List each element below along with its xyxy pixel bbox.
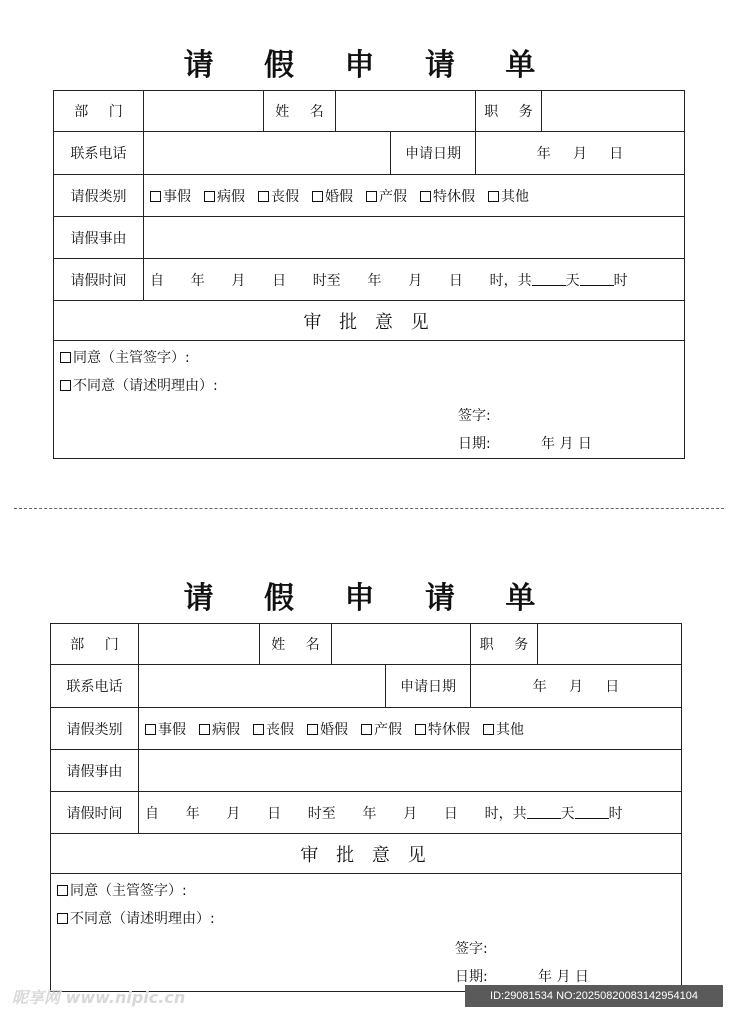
leave-type-option-sangjia[interactable]: 丧假 [253, 719, 294, 739]
period-label: 请假时间 [54, 259, 144, 300]
checkbox-icon[interactable] [204, 191, 215, 202]
date-value[interactable]: 年 月 日 [538, 969, 589, 985]
leave-form-table [50, 623, 682, 992]
checkbox-icon[interactable] [150, 191, 161, 202]
row-phone [51, 665, 681, 708]
period-field[interactable] [145, 792, 681, 833]
leave-type-option-sangjia[interactable]: 丧假 [258, 186, 299, 206]
leave-type-option-shijia[interactable]: 事假 [150, 186, 191, 206]
apply-date-field[interactable]: 年 月 日 [536, 146, 624, 162]
leave-form-table [53, 90, 685, 459]
cut-line [14, 508, 724, 509]
days-blank[interactable] [532, 273, 566, 286]
period-hour-unit: 时 [608, 805, 623, 822]
checkbox-icon[interactable] [366, 191, 377, 202]
disagree-option[interactable]: 不同意（请述明理由）: [57, 908, 215, 928]
name-field[interactable] [332, 624, 471, 664]
row-period [51, 792, 681, 834]
department-field[interactable] [144, 91, 264, 131]
leave-type-option-qita[interactable]: 其他 [488, 186, 529, 206]
row-department [51, 624, 681, 665]
leave-type-option-hunjia[interactable]: 婚假 [312, 186, 353, 206]
leave-type-option-qita[interactable]: 其他 [483, 719, 524, 739]
leave-type-option-chanjia[interactable]: 产假 [361, 719, 402, 739]
position-field[interactable] [538, 624, 681, 664]
leave-type-label: 请假类别 [54, 175, 144, 216]
row-phone [54, 132, 684, 175]
name-field[interactable] [336, 91, 476, 131]
phone-label: 联系电话 [54, 132, 144, 174]
period-text: 自 年 月 日 时至 年 月 日 时，共 [145, 805, 527, 822]
days-blank[interactable] [527, 806, 561, 819]
checkbox-icon[interactable] [253, 724, 264, 735]
leave-type-option-chanjia[interactable]: 产假 [366, 186, 407, 206]
date-value[interactable]: 年 月 日 [541, 436, 592, 452]
checkbox-icon[interactable] [415, 724, 426, 735]
apply-date-label: 申请日期 [386, 665, 471, 707]
department-label: 部 门 [51, 624, 139, 664]
checkbox-icon[interactable] [483, 724, 494, 735]
department-field[interactable] [139, 624, 260, 664]
form-title: 请 假 申 请 单 [183, 581, 556, 616]
department-label: 部 门 [54, 91, 144, 131]
leave-type-options [150, 175, 680, 216]
leave-type-options [145, 708, 677, 749]
period-label: 请假时间 [51, 792, 139, 833]
reason-field[interactable] [144, 217, 684, 258]
row-reason [51, 750, 681, 792]
checkbox-icon[interactable] [312, 191, 323, 202]
checkbox-icon[interactable] [60, 352, 71, 363]
row-leave-type [54, 175, 684, 217]
row-leave-type [51, 708, 681, 750]
period-day-unit: 天 [560, 805, 575, 822]
row-department [54, 91, 684, 132]
checkbox-icon[interactable] [307, 724, 318, 735]
checkbox-icon[interactable] [199, 724, 210, 735]
phone-field[interactable] [139, 665, 386, 707]
checkbox-icon[interactable] [258, 191, 269, 202]
signature-label: 签字: [455, 941, 488, 957]
apply-date-label: 申请日期 [391, 132, 476, 174]
row-approval-heading [51, 834, 681, 874]
period-text: 自 年 月 日 时至 年 月 日 时，共 [150, 272, 532, 289]
phone-label: 联系电话 [51, 665, 139, 707]
checkbox-icon[interactable] [57, 913, 68, 924]
form-title: 请 假 申 请 单 [183, 48, 556, 83]
row-period [54, 259, 684, 301]
date-label: 日期: [455, 969, 488, 985]
period-day-unit: 天 [565, 272, 580, 289]
checkbox-icon[interactable] [488, 191, 499, 202]
row-reason [54, 217, 684, 259]
disagree-option[interactable]: 不同意（请述明理由）: [60, 375, 218, 395]
site-watermark: 昵享网 www.nipic.cn [12, 988, 186, 1007]
name-label: 姓 名 [264, 91, 336, 131]
hours-blank[interactable] [575, 806, 609, 819]
approval-heading: 审 批 意 见 [300, 844, 432, 866]
period-field[interactable] [150, 259, 684, 300]
leave-type-option-bingjia[interactable]: 病假 [204, 186, 245, 206]
position-label: 职 务 [471, 624, 538, 664]
checkbox-icon[interactable] [145, 724, 156, 735]
position-field[interactable] [542, 91, 684, 131]
period-hour-unit: 时 [613, 272, 628, 289]
reason-field[interactable] [139, 750, 681, 791]
approval-heading: 审 批 意 见 [303, 311, 435, 333]
leave-type-option-hunjia[interactable]: 婚假 [307, 719, 348, 739]
reason-label: 请假事由 [54, 217, 144, 258]
phone-field[interactable] [144, 132, 391, 174]
leave-type-option-texiujia[interactable]: 特休假 [415, 719, 470, 739]
position-label: 职 务 [476, 91, 542, 131]
checkbox-icon[interactable] [361, 724, 372, 735]
leave-type-option-texiujia[interactable]: 特休假 [420, 186, 475, 206]
checkbox-icon[interactable] [57, 885, 68, 896]
name-label: 姓 名 [260, 624, 332, 664]
hours-blank[interactable] [580, 273, 614, 286]
row-approval-heading [54, 301, 684, 341]
agree-option[interactable]: 同意（主管签字）: [60, 347, 190, 367]
checkbox-icon[interactable] [60, 380, 71, 391]
agree-option[interactable]: 同意（主管签字）: [57, 880, 187, 900]
leave-type-option-bingjia[interactable]: 病假 [199, 719, 240, 739]
checkbox-icon[interactable] [420, 191, 431, 202]
id-watermark: ID:29081534 NO:20250820083142954104 [465, 985, 723, 1007]
apply-date-field[interactable]: 年 月 日 [532, 679, 620, 695]
reason-label: 请假事由 [51, 750, 139, 791]
leave-type-option-shijia[interactable]: 事假 [145, 719, 186, 739]
leave-type-label: 请假类别 [51, 708, 139, 749]
signature-label: 签字: [458, 408, 491, 424]
date-label: 日期: [458, 436, 491, 452]
